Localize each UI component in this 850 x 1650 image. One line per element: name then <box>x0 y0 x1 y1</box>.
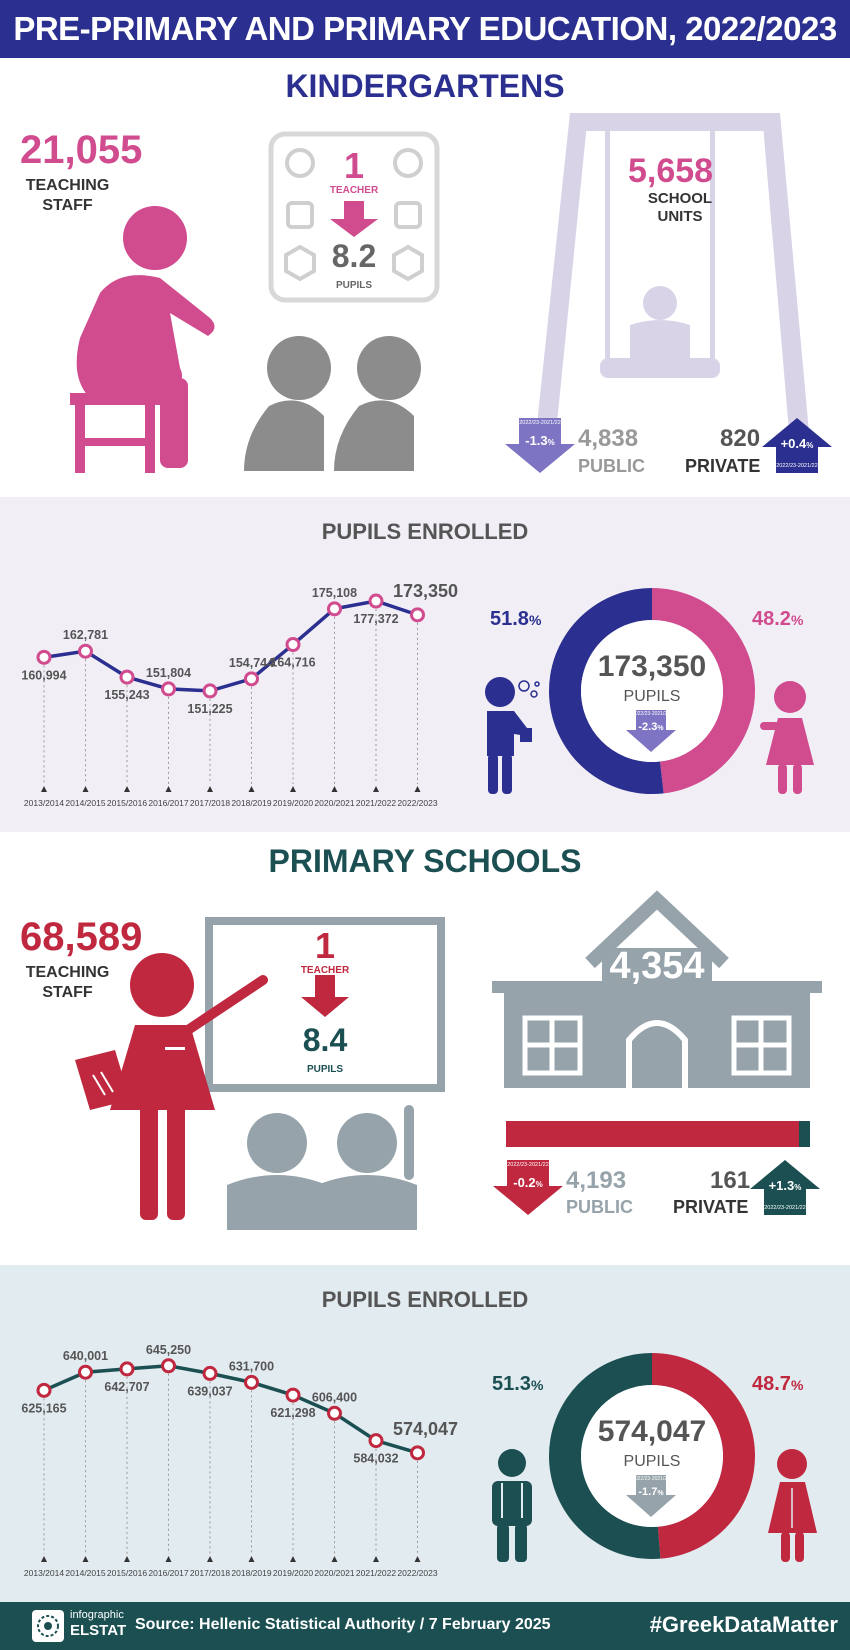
ps-ratio-teacher-label: TEACHER <box>300 965 350 976</box>
ps-data-label: 642,707 <box>104 1379 150 1394</box>
kg-tick-mark <box>415 786 421 792</box>
ps-teaching-staff-label-2: STAFF <box>42 984 93 1001</box>
kg-kids-icon <box>244 336 444 476</box>
kg-tick-mark <box>124 786 130 792</box>
ps-private-change-period: 2022/23-2021/22 <box>764 1205 806 1211</box>
ps-girl-icon <box>765 1448 820 1563</box>
ps-girls-pct: 48.7% <box>752 1373 804 1395</box>
ps-data-label: 640,001 <box>62 1349 109 1364</box>
ps-donut-total: 574,047 <box>597 1415 707 1448</box>
kg-x-tick-label: 2015/2016 <box>106 798 148 808</box>
kg-tick-mark <box>207 786 213 792</box>
kg-donut-label: PUPILS <box>623 688 681 705</box>
ps-x-tick-label: 2019/2020 <box>272 1568 314 1578</box>
kg-x-tick-label: 2013/2014 <box>23 798 65 808</box>
ps-students-icon <box>222 1105 422 1235</box>
ps-data-label: 606,400 <box>311 1390 358 1405</box>
kg-tick-mark <box>373 786 379 792</box>
kg-data-point <box>287 639 299 651</box>
kg-data-point <box>204 685 216 697</box>
kg-public-label: PUBLIC <box>578 456 645 476</box>
kg-data-label: 173,350 <box>392 580 459 601</box>
ps-data-point <box>412 1447 424 1459</box>
kg-x-tick-label: 2016/2017 <box>148 798 189 808</box>
kg-teacher-icon <box>60 198 230 478</box>
kg-school-units-label-1: SCHOOL <box>647 190 713 207</box>
ps-ratio-pupils: 8.4 <box>302 1022 348 1058</box>
kg-private-change: +0.4% <box>780 436 814 451</box>
kg-enrolled-line-chart <box>0 560 470 820</box>
ps-x-tick-label: 2018/2019 <box>231 1568 272 1578</box>
ps-data-label: 621,298 <box>270 1406 316 1421</box>
ps-tick-mark <box>124 1556 130 1562</box>
ps-teaching-staff-value: 68,589 <box>20 915 143 959</box>
ps-donut-change: -1.7% <box>638 1486 664 1498</box>
ps-private-change: +1.3% <box>768 1178 802 1193</box>
kg-girl-icon <box>760 680 820 795</box>
ps-data-point <box>163 1360 175 1372</box>
kg-data-label: 155,243 <box>104 688 150 703</box>
ps-data-point <box>329 1407 341 1419</box>
kindergartens-title: KINDERGARTENS <box>285 68 565 104</box>
kg-data-point <box>163 683 175 695</box>
footer <box>0 1602 850 1650</box>
ps-enrolled-line-chart <box>0 1330 470 1590</box>
ps-private-label: PRIVATE <box>673 1197 749 1217</box>
ps-school-building-icon <box>492 888 822 1088</box>
ps-school-units-value: 4,354 <box>609 945 705 987</box>
ps-data-label: 574,047 <box>392 1418 459 1439</box>
kg-x-tick-label: 2017/2018 <box>189 798 231 808</box>
ps-x-tick-label: 2013/2014 <box>23 1568 65 1578</box>
kg-teaching-staff-label-2: STAFF <box>42 197 93 214</box>
kg-public-change-period: 2022/23-2021/22 <box>519 420 561 426</box>
source-text: Source: Hellenic Statistical Authority / 7 February 2025 <box>135 1616 551 1633</box>
ps-private-share-bar <box>799 1121 810 1147</box>
kg-teaching-staff-value: 21,055 <box>20 128 143 172</box>
kg-data-label: 160,994 <box>21 668 67 683</box>
ps-boy-icon <box>487 1448 537 1563</box>
kg-girls-pct: 48.2% <box>752 608 804 630</box>
kg-x-tick-label: 2021/2022 <box>355 798 397 808</box>
elstat-logo-icon <box>32 1610 64 1642</box>
ps-tick-mark <box>166 1556 172 1562</box>
kg-school-units-label-2: UNITS <box>657 208 703 225</box>
ps-data-label: 584,032 <box>353 1451 399 1466</box>
ps-x-tick-label: 2015/2016 <box>106 1568 148 1578</box>
kg-data-label: 162,781 <box>62 628 109 643</box>
page-title: PRE-PRIMARY AND PRIMARY EDUCATION, 2022/2023 <box>0 0 850 58</box>
ps-data-point <box>80 1366 92 1378</box>
kg-donut-change: -2.3% <box>638 721 664 733</box>
ps-x-tick-label: 2017/2018 <box>189 1568 231 1578</box>
ps-x-tick-label: 2016/2017 <box>148 1568 189 1578</box>
ps-x-tick-label: 2021/2022 <box>355 1568 397 1578</box>
ps-data-point <box>287 1389 299 1401</box>
ps-tick-mark <box>207 1556 213 1562</box>
kg-data-point <box>246 673 258 685</box>
ps-teaching-staff-label-1: TEACHING <box>25 964 110 981</box>
ps-series-line <box>44 1366 418 1453</box>
ps-public-label: PUBLIC <box>566 1197 633 1217</box>
kg-tick-mark <box>290 786 296 792</box>
ps-tick-mark <box>290 1556 296 1562</box>
kg-data-point <box>412 609 424 621</box>
kg-data-label: 154,744 <box>228 655 275 670</box>
kg-data-label: 164,716 <box>270 655 316 670</box>
kg-boys-pct: 51.8% <box>490 608 542 630</box>
ps-data-label: 625,165 <box>21 1401 67 1416</box>
kg-data-label: 151,225 <box>187 701 233 716</box>
ps-data-point <box>38 1384 50 1396</box>
ps-x-tick-label: 2014/2015 <box>65 1568 106 1578</box>
kg-ratio-pupils: 8.2 <box>331 238 377 274</box>
kg-tick-mark <box>249 786 255 792</box>
kg-private-label: PRIVATE <box>685 456 761 476</box>
ps-public-change-period: 2022/23-2021/22 <box>507 1162 549 1168</box>
ps-tick-mark <box>41 1556 47 1562</box>
ps-data-point <box>204 1367 216 1379</box>
primary-schools-title: PRIMARY SCHOOLS <box>268 843 582 879</box>
kg-x-tick-label: 2022/2023 <box>397 798 438 808</box>
kg-boy-icon <box>482 676 542 796</box>
ps-data-point <box>370 1435 382 1447</box>
ps-enrolled-title: PUPILS ENROLLED <box>321 1287 529 1312</box>
kg-private-change-period: 2022/23-2021/22 <box>776 463 818 469</box>
ps-data-point <box>246 1376 258 1388</box>
ps-tick-mark <box>415 1556 421 1562</box>
kg-tick-mark <box>83 786 89 792</box>
ps-data-label: 639,037 <box>187 1384 233 1399</box>
ps-tick-mark <box>373 1556 379 1562</box>
kg-data-label: 151,804 <box>145 665 192 680</box>
ps-public-change: -0.2% <box>513 1175 543 1190</box>
kg-data-point <box>121 671 133 683</box>
kg-tick-mark <box>41 786 47 792</box>
ps-public-value: 4,193 <box>566 1167 627 1194</box>
kg-data-label: 175,108 <box>311 585 358 600</box>
ps-donut-label: PUPILS <box>623 1453 681 1470</box>
kg-ratio-teacher: 1 <box>343 145 365 186</box>
kg-data-point <box>370 595 382 607</box>
logo-line-2: ELSTAT <box>70 1622 127 1639</box>
ps-data-label: 631,700 <box>228 1359 275 1374</box>
ps-donut-change-period: 2022/23-2021/22 <box>632 1476 670 1482</box>
kg-data-point <box>80 645 92 657</box>
kg-x-tick-label: 2014/2015 <box>65 798 106 808</box>
kg-public-value: 4,838 <box>578 425 639 452</box>
kg-data-point <box>329 603 341 615</box>
kg-tick-mark <box>332 786 338 792</box>
ps-public-share-bar <box>506 1121 799 1147</box>
kg-x-tick-label: 2020/2021 <box>314 798 355 808</box>
hashtag: #GreekDataMatter <box>649 1612 838 1637</box>
ps-tick-mark <box>249 1556 255 1562</box>
ps-ratio-teacher: 1 <box>314 925 336 966</box>
kg-x-tick-label: 2019/2020 <box>272 798 314 808</box>
kg-donut-total: 173,350 <box>597 650 707 683</box>
kg-tick-mark <box>166 786 172 792</box>
kg-private-value: 820 <box>720 425 761 452</box>
ps-tick-mark <box>332 1556 338 1562</box>
ps-x-tick-label: 2020/2021 <box>314 1568 355 1578</box>
ps-tick-mark <box>83 1556 89 1562</box>
ps-boys-pct: 51.3% <box>492 1373 544 1395</box>
ps-data-point <box>121 1363 133 1375</box>
kg-public-change: -1.3% <box>525 433 555 448</box>
kg-donut-change-period: 2022/23-2021/22 <box>632 711 670 717</box>
kg-ratio-pupils-label: PUPILS <box>335 280 373 291</box>
kg-ratio-teacher-label: TEACHER <box>329 185 379 196</box>
ps-ratio-pupils-label: PUPILS <box>306 1064 344 1075</box>
kg-enrolled-title: PUPILS ENROLLED <box>321 519 529 544</box>
kg-school-units-value: 5,658 <box>628 152 714 190</box>
logo-line-1: infographic <box>70 1609 124 1621</box>
ps-private-value: 161 <box>710 1167 751 1194</box>
ps-x-tick-label: 2022/2023 <box>397 1568 438 1578</box>
kg-data-point <box>38 651 50 663</box>
kg-data-label: 177,372 <box>353 612 399 627</box>
ps-data-label: 645,250 <box>145 1342 192 1357</box>
kg-teaching-staff-label-1: TEACHING <box>25 177 110 194</box>
kg-x-tick-label: 2018/2019 <box>231 798 272 808</box>
